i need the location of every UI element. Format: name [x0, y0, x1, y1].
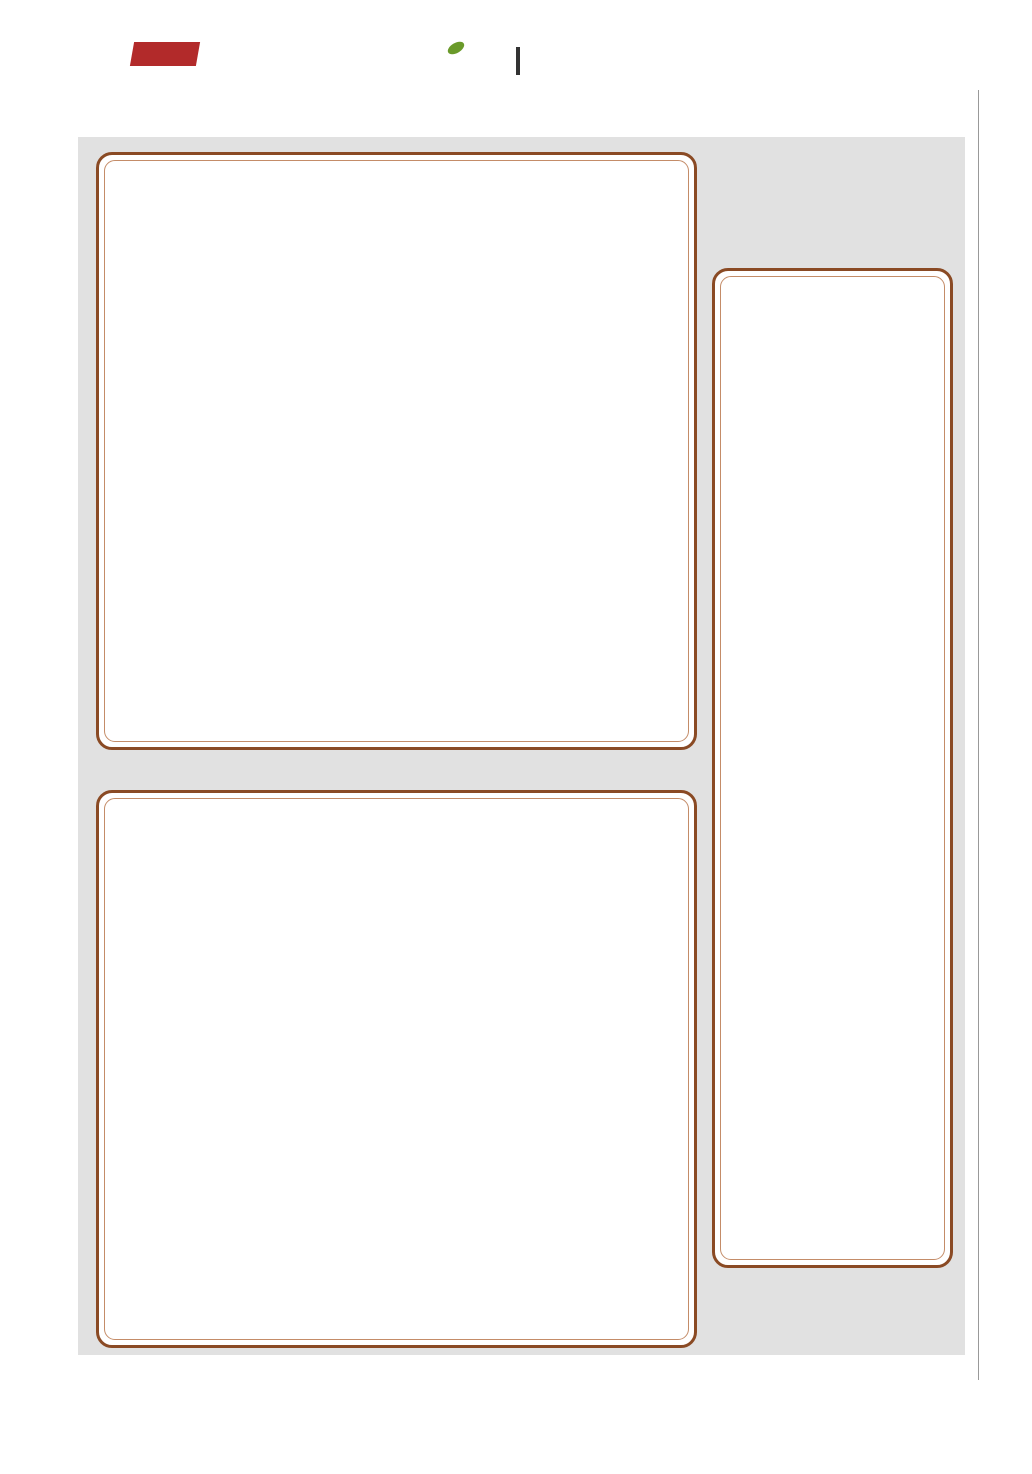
section-logo [408, 38, 512, 92]
article-tugofwar-frame [712, 268, 953, 1268]
article-rental-col1 [132, 333, 391, 733]
section-divider [516, 47, 520, 75]
article-rental-frame [96, 152, 697, 750]
leaf-icon [444, 38, 468, 58]
article-tugofwar-col [734, 371, 936, 1251]
article-swindler-col1 [132, 888, 391, 1336]
page-header [0, 0, 1032, 110]
article-tugofwar-body [734, 371, 936, 1251]
article-swindler-frame [96, 790, 697, 1348]
article-swindler-body [132, 888, 664, 1336]
article-rental-body [132, 333, 664, 733]
masthead-logo [130, 42, 200, 66]
article-swindler-col2 [405, 888, 664, 1336]
book-recommend-sidebar [978, 90, 1032, 1380]
article-rental-col2 [405, 333, 664, 733]
